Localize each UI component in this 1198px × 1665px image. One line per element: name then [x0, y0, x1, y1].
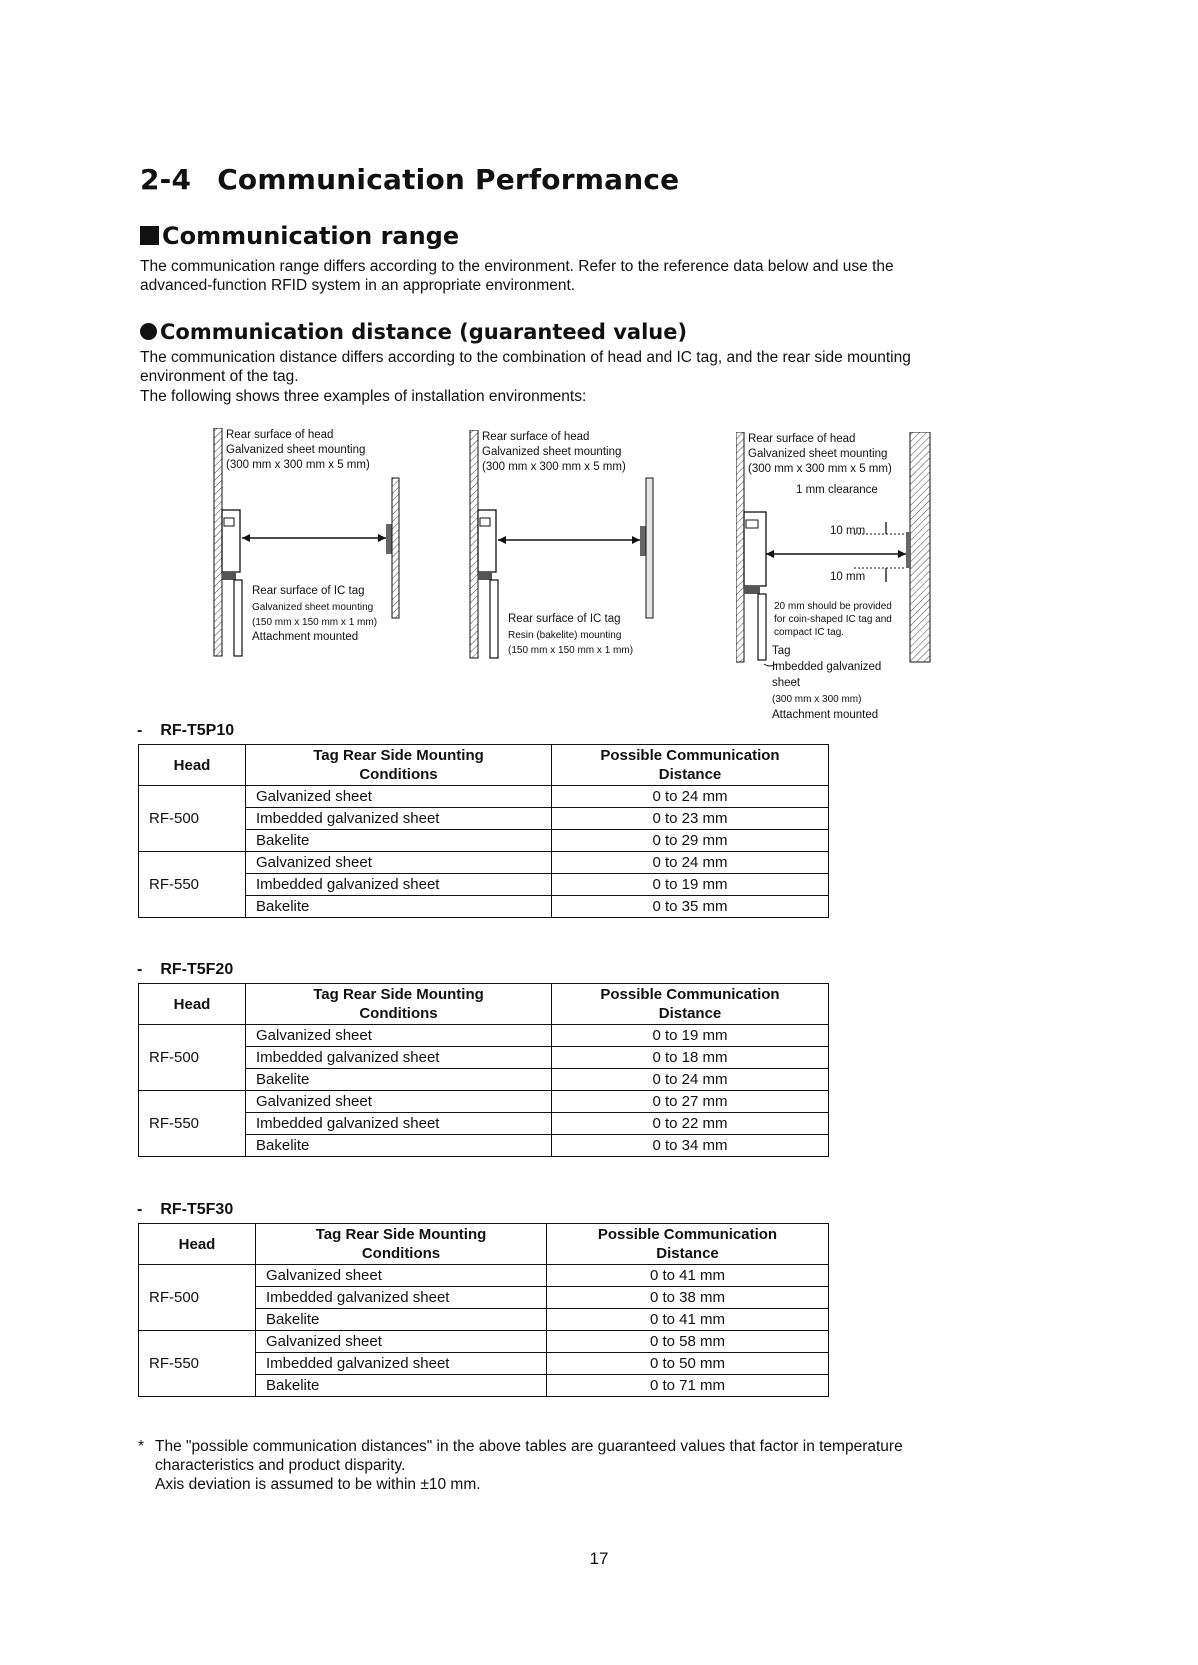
head-cell: RF-550: [139, 852, 246, 918]
footnote: * The "possible communication distances" in the above tables are guaranteed values that factor in temperature characteristics and product disparity. Axis deviation is assumed to be within ±10 mm.: [138, 1438, 903, 1493]
table-row: Bakelite 0 to 34 mm: [139, 1135, 829, 1157]
table-3-model: - RF-T5F30: [137, 1201, 234, 1218]
distance-text-3: The following shows three examples of installation environments:: [140, 388, 587, 405]
range-text-1: The communication range differs according to the environment. Refer to the reference data below and use the: [140, 258, 894, 275]
table-header-row: [139, 1224, 829, 1265]
diagram-3-note: 20 mm should be provided: [774, 601, 892, 612]
diagram-3-head-label: Rear surface of head: [748, 433, 856, 445]
table-1-model: - RF-T5P10: [137, 722, 235, 739]
diagram-2-head-label: Rear surface of head: [482, 431, 590, 443]
distance-heading: Communication distance (guaranteed value): [140, 320, 687, 344]
diagram-3-dim-top: 10 mm: [830, 525, 866, 537]
distance-text-2: environment of the tag.: [140, 368, 299, 385]
diagram-3-dim-bottom: 10 mm: [830, 571, 866, 583]
table-rf-t5f30: [138, 1223, 829, 1397]
table-header-row: [139, 745, 829, 786]
table-row: Bakelite 0 to 71 mm: [139, 1375, 829, 1397]
circle-bullet-icon: [140, 323, 157, 340]
head-cell: RF-550: [139, 1091, 246, 1157]
diagram-3-tag-label: Tag: [772, 645, 791, 657]
table-rf-t5p10: [138, 744, 829, 918]
table-row: RF-500 Galvanized sheet 0 to 41 mm: [139, 1265, 829, 1287]
diagram-1-head-label: Rear surface of head: [226, 429, 334, 441]
distance-text-1: The communication distance differs according to the combination of head and IC tag, and the rear side mounting: [140, 349, 911, 366]
table-row: RF-550 Galvanized sheet 0 to 24 mm: [139, 852, 829, 874]
col-head: Head: [139, 745, 246, 786]
table-row: RF-550 Galvanized sheet 0 to 27 mm: [139, 1091, 829, 1113]
table-row: Imbedded galvanized sheet 0 to 22 mm: [139, 1113, 829, 1135]
diagram-1-tag-label: Rear surface of IC tag: [252, 585, 365, 597]
section-number: 2-4: [140, 163, 192, 196]
installation-diagram-3: Rear surface of head Galvanized sheet mounting (300 mm x 300 mm x 5 mm) 1 mm clearance 10 mm 10 mm 20 mm should be provided for coin-shaped IC tag and compact IC tag. Tag Imbedded galvanized sheet (300 mm x 300 mm) Attachment mounted: [736, 432, 936, 732]
head-cell: RF-500: [139, 1265, 256, 1331]
table-row: Imbedded galvanized sheet 0 to 19 mm: [139, 874, 829, 896]
section-title: Communication Performance: [217, 163, 680, 196]
head-cell: RF-500: [139, 1025, 246, 1091]
head-cell: RF-500: [139, 786, 246, 852]
table-row: Imbedded galvanized sheet 0 to 23 mm: [139, 808, 829, 830]
table-row: Bakelite 0 to 41 mm: [139, 1309, 829, 1331]
table-row: Imbedded galvanized sheet 0 to 50 mm: [139, 1353, 829, 1375]
section-heading: [140, 163, 679, 196]
head-cell: RF-550: [139, 1331, 256, 1397]
table-rf-t5f20: [138, 983, 829, 1157]
table-2-model: - RF-T5F20: [137, 961, 234, 978]
table-row: Bakelite 0 to 29 mm: [139, 830, 829, 852]
col-conditions: Tag Rear Side Mounting Conditions: [246, 745, 552, 786]
installation-diagram-1: Rear surface of head Galvanized sheet mounting (300 mm x 300 mm x 5 mm) Rear surface of IC tag Galvanized sheet mounting (150 mm x 150 mm x 1 mm) Attachment mounted: [210, 428, 430, 668]
col-distance: Possible Communication Distance: [552, 745, 829, 786]
page-number: 17: [589, 1549, 609, 1568]
range-heading: Communication range: [140, 222, 459, 250]
table-row: Imbedded galvanized sheet 0 to 18 mm: [139, 1047, 829, 1069]
col-head: Head: [139, 1224, 256, 1265]
table-row: RF-550 Galvanized sheet 0 to 58 mm: [139, 1331, 829, 1353]
table-header-row: [139, 984, 829, 1025]
diagram-2-tag-label: Rear surface of IC tag: [508, 613, 621, 625]
square-bullet-icon: [140, 226, 159, 245]
col-distance: Possible Communication Distance: [552, 984, 829, 1025]
range-text-2: advanced-function RFID system in an appropriate environment.: [140, 277, 576, 294]
table-row: Bakelite 0 to 35 mm: [139, 896, 829, 918]
diagram-3-clearance-label: 1 mm clearance: [796, 484, 878, 496]
table-row: RF-500 Galvanized sheet 0 to 19 mm: [139, 1025, 829, 1047]
col-conditions: Tag Rear Side Mounting Conditions: [246, 984, 552, 1025]
col-distance: Possible Communication Distance: [547, 1224, 829, 1265]
installation-diagram-2: Rear surface of head Galvanized sheet mounting (300 mm x 300 mm x 5 mm) Rear surface of IC tag Resin (bakelite) mounting (150 mm x 150 mm x 1 mm): [466, 430, 676, 670]
col-head: Head: [139, 984, 246, 1025]
col-conditions: Tag Rear Side Mounting Conditions: [256, 1224, 547, 1265]
table-row: Bakelite 0 to 24 mm: [139, 1069, 829, 1091]
table-row: RF-500 Galvanized sheet 0 to 24 mm: [139, 786, 829, 808]
table-row: Imbedded galvanized sheet 0 to 38 mm: [139, 1287, 829, 1309]
